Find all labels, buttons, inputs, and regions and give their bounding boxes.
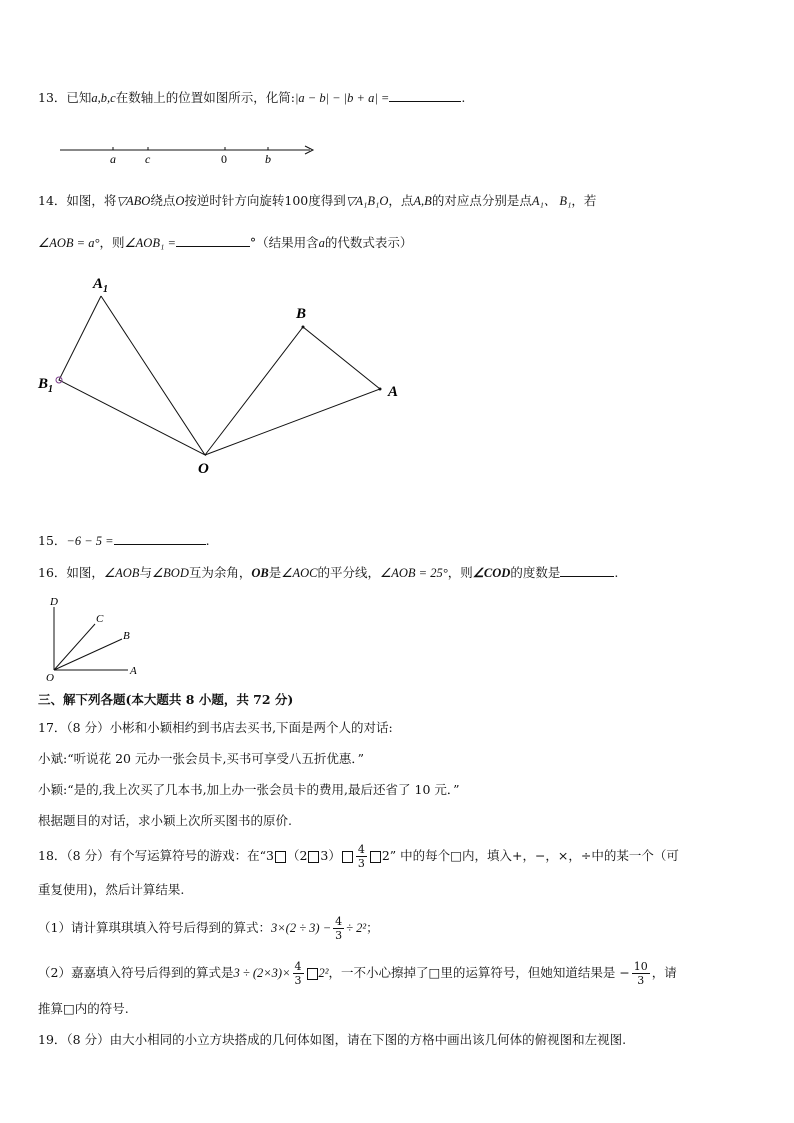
q13-end: . [461, 90, 466, 105]
q18-part2 [38, 959, 677, 987]
q18-result-fraction [632, 960, 650, 987]
ray-ob [54, 639, 122, 670]
q16-number: 16． [38, 565, 67, 580]
q18-text: （2 [286, 848, 308, 863]
q18-line1 [38, 842, 679, 870]
q16-angle-aob: ∠AOB [103, 566, 140, 580]
axis-label-a: a [110, 152, 116, 166]
q18-part2-expr: 2² [318, 966, 329, 980]
q16-answer-blank[interactable] [560, 563, 614, 577]
q14-text: 的对应点分别是点 [431, 193, 532, 208]
q14-asked-angle: ∠AOB₁ = [124, 236, 176, 250]
q15-line [38, 531, 210, 550]
q16-text: 的平分线， [317, 565, 380, 580]
frac-den: 3 [637, 974, 645, 987]
q18-line5: 推算□内的符号. [38, 1001, 129, 1016]
q18-symbol-box-3[interactable] [342, 851, 353, 863]
q18-symbol-box-1[interactable] [275, 851, 286, 863]
frac-num: 4 [357, 843, 365, 856]
axis-label-c: c [145, 152, 151, 166]
q17-line4: 根据题目的对话，求小颖上次所买图书的原价. [38, 813, 292, 828]
q18-text: ，请 [651, 965, 677, 980]
q14-text: ，若 [571, 193, 597, 208]
q16-text: 互为余角， [188, 565, 252, 580]
point-a-marker [379, 388, 382, 391]
q14-text: ，点 [388, 193, 414, 208]
q18-text: 2” 中的每个□内，填入+，−，×，÷中的某一个（可 [381, 848, 679, 863]
q18-part1-expr: ÷ 2² [346, 921, 367, 935]
q16-text: 与 [139, 565, 152, 580]
q16-ray-ob: OB [251, 566, 269, 580]
label-o: O [198, 461, 209, 477]
q13-stem-a: 已知 [66, 90, 92, 105]
q16-text: 是 [268, 565, 282, 580]
q13-expression: |a − b| − |b + a| = [294, 91, 390, 105]
label-b1: $B_1$ [38, 376, 54, 395]
frac-den: 3 [357, 857, 365, 870]
label-d: D [50, 596, 58, 608]
q18-fraction-4-3 [356, 843, 367, 870]
q16-angle-aoc: ∠AOC [281, 566, 318, 580]
label-b: B [123, 630, 130, 642]
q13-line [38, 88, 465, 107]
q13-answer-blank[interactable] [389, 88, 461, 102]
q18-line2: 重复使用)，然后计算结果. [38, 882, 185, 897]
q15-answer-blank[interactable] [114, 531, 206, 545]
q18-symbol-box-4[interactable] [370, 851, 381, 863]
label-a: A [388, 384, 399, 400]
frac-den: 3 [335, 929, 343, 942]
axis-label-b: b [265, 152, 271, 166]
q18-part1-fraction [333, 915, 344, 942]
label-a1: $A_1$ [93, 276, 109, 295]
q14-text: 按逆时针方向旋转 [184, 193, 285, 208]
q18-part1-expr: 3×(2 ÷ 3) − [270, 921, 332, 935]
q18-part2-fraction [293, 960, 304, 987]
q14-number: 14． [38, 193, 67, 208]
q18-text: 18．（8 分）有个写运算符号的游戏：在“3 [38, 848, 274, 863]
q13-number-line [55, 138, 320, 168]
q14-var-a: a [318, 236, 325, 250]
point-b-marker [302, 326, 305, 329]
q18-part2-expr: 3 ÷ (2×3)× [233, 966, 291, 980]
q18-part1 [38, 914, 379, 942]
q14-points-ab: A,B [413, 194, 432, 208]
q17-line3: 小颖:“是的,我上次买了几本书,加上办一张会员卡的费用,最后还省了 10 元．” [38, 782, 460, 797]
q18-text: （1）请计算琪琪填入符号后得到的算式： [38, 920, 271, 935]
q13-number: 13． [38, 90, 67, 105]
q19-line1: 19．（8 分）由大小相同的小立方块搭成的几何体如图，请在下图的方格中画出该几何体的俯视图和左视图. [38, 1032, 627, 1047]
q17-line2: 小斌:“听说花 20 元办一张会员卡,买书可享受八五折优惠．” [38, 751, 365, 766]
q14-text: 的代数式表示） [324, 235, 413, 250]
q18-text: 3） [320, 848, 341, 863]
q14-point-o: O [175, 194, 185, 208]
q17-line1: 17．（8 分）小彬和小颖相约到书店去买书,下面是两个人的对话: [38, 720, 393, 735]
q18-text: ； [366, 920, 379, 935]
q14-answer-blank[interactable] [176, 233, 250, 247]
q16-given-angle: ∠AOB = 25° [380, 566, 448, 580]
triangle-abo [205, 327, 380, 455]
q14-given-angle: ∠AOB = a° [38, 236, 100, 250]
q16-angle-cod: ∠COD [472, 566, 511, 580]
q15-expression: −6 − 5 = [66, 534, 114, 548]
q14-triangle-a1b1o: ▽A₁B₁O [345, 194, 389, 208]
q16-text: ，则 [447, 565, 473, 580]
q14-line1 [38, 192, 596, 210]
q14-points-a1b1: A₁、 B₁ [531, 194, 572, 208]
label-o: O [46, 672, 54, 684]
q16-angle-figure [40, 593, 150, 685]
label-c: C [96, 613, 104, 625]
axis-label-0: 0 [221, 152, 227, 166]
q18-erased-box[interactable] [307, 968, 318, 980]
q16-line [38, 563, 618, 582]
q18-text: ，一不小心擦掉了□里的运算符号，但她知道结果是 − [328, 965, 630, 980]
ray-oc [54, 624, 95, 670]
q16-text: 如图， [66, 565, 104, 580]
frac-den: 3 [294, 974, 302, 987]
q14-degree-value: 100 [284, 193, 309, 208]
q14-text: °（结果用含 [249, 235, 319, 250]
q15-end: . [205, 533, 210, 548]
q14-triangle-abo: ▽ABO [116, 194, 151, 208]
q18-text: （2）嘉嘉填入符号后得到的算式是 [38, 965, 234, 980]
q16-end: . [614, 565, 619, 580]
q16-text: 的度数是 [510, 565, 561, 580]
q14-text: 如图，将 [66, 193, 117, 208]
frac-num: 4 [335, 915, 343, 928]
section-3-heading: 三、解下列各题(本大题共 8 小题，共 72 分) [38, 692, 294, 707]
q15-number: 15． [38, 533, 67, 548]
q14-text: 度得到 [308, 193, 346, 208]
q14-rotation-figure [30, 270, 410, 480]
q14-text: ，则 [99, 235, 125, 250]
q13-stem-b: 在数轴上的位置如图所示，化简: [115, 90, 295, 105]
q16-angle-bod: ∠BOD [151, 566, 189, 580]
q18-symbol-box-2[interactable] [308, 851, 319, 863]
q14-line2 [38, 233, 412, 252]
label-a: A [130, 665, 137, 677]
q14-text: 绕点 [150, 193, 176, 208]
q13-vars: a,b,c [91, 91, 116, 105]
triangle-a1b1o [59, 296, 205, 455]
label-b: B [296, 306, 307, 322]
frac-num: 4 [294, 960, 302, 973]
frac-num: 10 [633, 960, 648, 973]
